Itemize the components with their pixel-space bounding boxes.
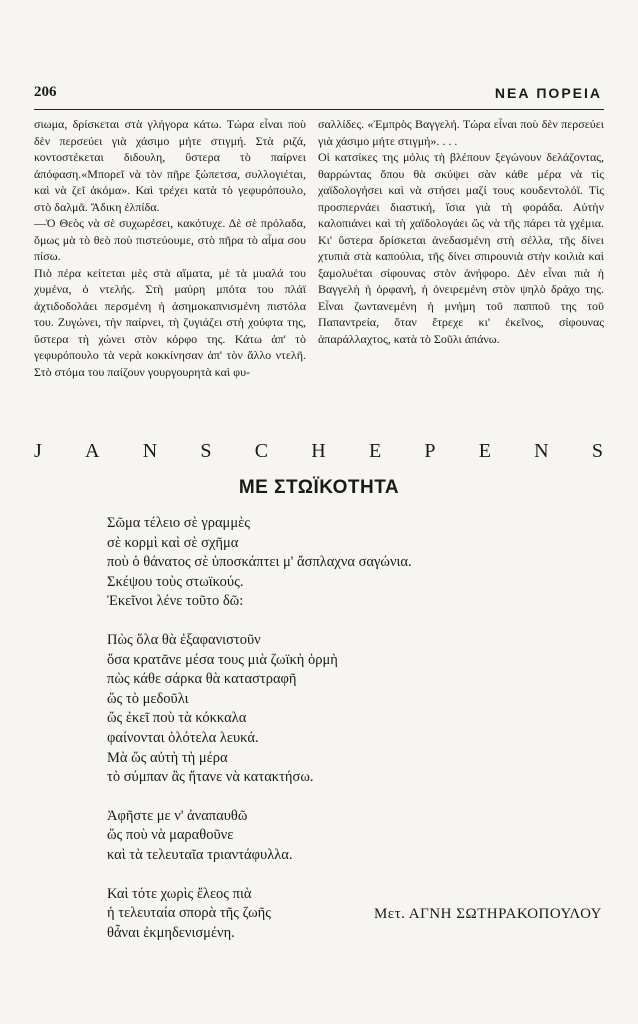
verse-line: Μὰ ὥς αὐτὴ τὴ μέρα (107, 749, 228, 766)
verse-line: Καὶ τότε χωρὶς ἔλεος πιὰ (107, 885, 252, 902)
poem-stanza (107, 631, 577, 788)
author-letter: C (254, 440, 270, 462)
author-letter: N (142, 440, 159, 462)
verse-line: ποὺ ὁ θάνατος σὲ ὑποσκάπτει μ' ἄσπλαχνα σαγώνια. (107, 554, 412, 571)
verse-line: ὥς ποὺ νὰ μαραθοῦνε (107, 827, 234, 844)
prose-right-column: σαλλίδες. «Ἐμπρὸς Βαγγελή. Τώρα εἶναι ποὺ δὲν περσεύει γιὰ χάσιμο μήτε στιγμή». . . . Οἱ κατσίκες της μόλις τὴ βλέπουν ξεγώνουν δελάζοντας, θαρρώντας ὅπου θὰ σκύψει σὰν κάθε μέρα νὰ τὶς χαϊδολογήσει καὶ νὰ στήσει μαζί τους κουδεντολόϊ. Τὶς προσπερνάει διαστική, ἴσια γιὰ τὴ φοράδα. Αὐτὴν καλοπιάνει καὶ τὴ χαϊδολογάει ὥς νὰ τῆς πάρει τὰ γχέμια. Κι' ὕστερα δρίσκεται ἀνεδασμένη στὴ σέλλα, τῆς δίνει χτυπιὰ στὰ καπούλια, τῆς δίνει σπιρουνιὰ στὴν κοιλιὰ καὶ ξαμολυέται σίφουνας στὸν ἀνήφορο. Δὲν εἶναι πιὰ ἡ Βαγγελὴ ἡ ὀρφανή, ἡ ὀνειρεμένη στὸν ψηλὸ δράχο της. Εἶναι ζωντανεμένη ἡ μνήμη τοῦ παπποῦ της τοῦ Παπαντρεία, ὅταν ἔτρεχε κι' ἐκεῖνος, σίφουνας ἀπαράλλαχτος, κατὰ τὸ Σοῦλι ἀπάνω. (318, 117, 604, 346)
verse-line: Ἀφῆστε με ν' ἀναπαυθῶ (107, 807, 248, 824)
poem-stanza (107, 514, 577, 612)
verse-line: καὶ τὰ τελευταῖα τριαντάφυλλα. (107, 846, 293, 863)
verse-line: τὸ σύμπαν ἂς ἤτανε νὰ κατακτήσω. (107, 769, 314, 786)
author-letter: E (478, 440, 492, 462)
poem-title: ΜΕ ΣΤΩΪΚΟΤΗΤΑ (238, 477, 400, 498)
prose-left-column: σιωμα, δρίσκεται στὰ γλήγορα κάτω. Τώρα εἶναι ποὺ δὲν περσεύει γιὰ χάσιμο μήτε στιγμή. Στὰ ριζά, κοντοστέκεται διδουλη, ὕστερα τὸ παίρνει ἀπόφαση.«Μπορεῖ νὰ τὸν πῆρε ξώπετσα, συλλογιέται, καὶ νὰ ζεῖ ἀκόμα». Καὶ τρέχει κατὰ τὸ γεφυρόπουλο, στὸ δαλμᾶ. Ἄδικη ἐλπίδα. —Ὁ Θεὸς νὰ σὲ συχωρέσει, κακότυχε. Δὲ σὲ πρόλαδα, ὅμως μὰ τὸ θεὸ ποὺ πιστεύουμε, στὸ πῆρα τὸ αἷμα σου πίσω. Πιὸ πέρα κείτεται μὲς στὰ αἵματα, μὲ τὰ μυαλά του χυμένα, ὁ ντελής. Στὴ μαύρη μπότα του πλάϊ ἀχτιδοδολάει περσμένη ἡ ἀσημοκαπνισμένη πιστόλα του. Ζυγώνει, τὴν παίρνει, τὴ ζυγιάζει στὴ χούφτα της, ὕστερα τὴ χώνει στὸν κόρφο της. Κάτω ἀπ' τὸ γεφυρόπουλο τὰ νερὰ κοκκίνησαν ἀπ' τὸν ἄλλο ντελῆ. Στὸ στόμα του παίζουν γουργουρητὰ καὶ φυ- (34, 117, 306, 379)
verse-line: ἡ τελευταία σπορὰ τῆς ζωῆς (107, 905, 271, 922)
translator-credit: Μετ. ΑΓΝΗ ΣΩΤΗΡΑΚΟΠΟΥΛΟΥ (373, 906, 602, 922)
poem-stanza (107, 807, 577, 866)
author-letter: J (34, 440, 43, 462)
header-rule (34, 109, 604, 110)
verse-line: ὥς τὸ μεδοῦλι (107, 690, 189, 707)
author-letter: H (311, 440, 327, 462)
journal-name: ΝΕΑ ΠΟΡΕΙΑ (494, 85, 602, 101)
verse-line: σὲ κορμὶ καὶ σὲ σχῆμα (107, 534, 239, 551)
poem-body (107, 514, 577, 962)
author-letter: N (534, 440, 550, 462)
author-letter: A (85, 440, 101, 462)
verse-line: Σκέψου τοὺς στωϊκούς. (107, 573, 244, 590)
author-letter: P (424, 440, 437, 462)
verse-line: φαίνονται ὁλότελα λευκά. (107, 729, 259, 746)
author-letter: E (368, 440, 383, 462)
author-letter: S (200, 440, 213, 462)
verse-line: ὥς ἐκεῖ ποὺ τὰ κόκκαλα (107, 710, 247, 727)
verse-line: πὼς κάθε σάρκα θὰ καταστραφῆ (107, 671, 297, 688)
verse-line: ὅσα κρατᾶνε μέσα τους μιὰ ζωϊκὴ ὁρμὴ (107, 651, 338, 668)
verse-line: θἆναι ἐκμηδενισμένη. (107, 924, 235, 941)
author-letter: S (591, 440, 604, 462)
verse-line: Ἐκεῖνοι λένε τοῦτο δῶ: (107, 593, 244, 610)
page-number: 206 (34, 84, 57, 100)
verse-line: Σῶμα τέλειο σὲ γραμμὲς (107, 515, 250, 531)
verse-line: Πὼς ὅλα θὰ ἐξαφανιστοῦν (107, 631, 261, 648)
poem-author (34, 440, 604, 463)
